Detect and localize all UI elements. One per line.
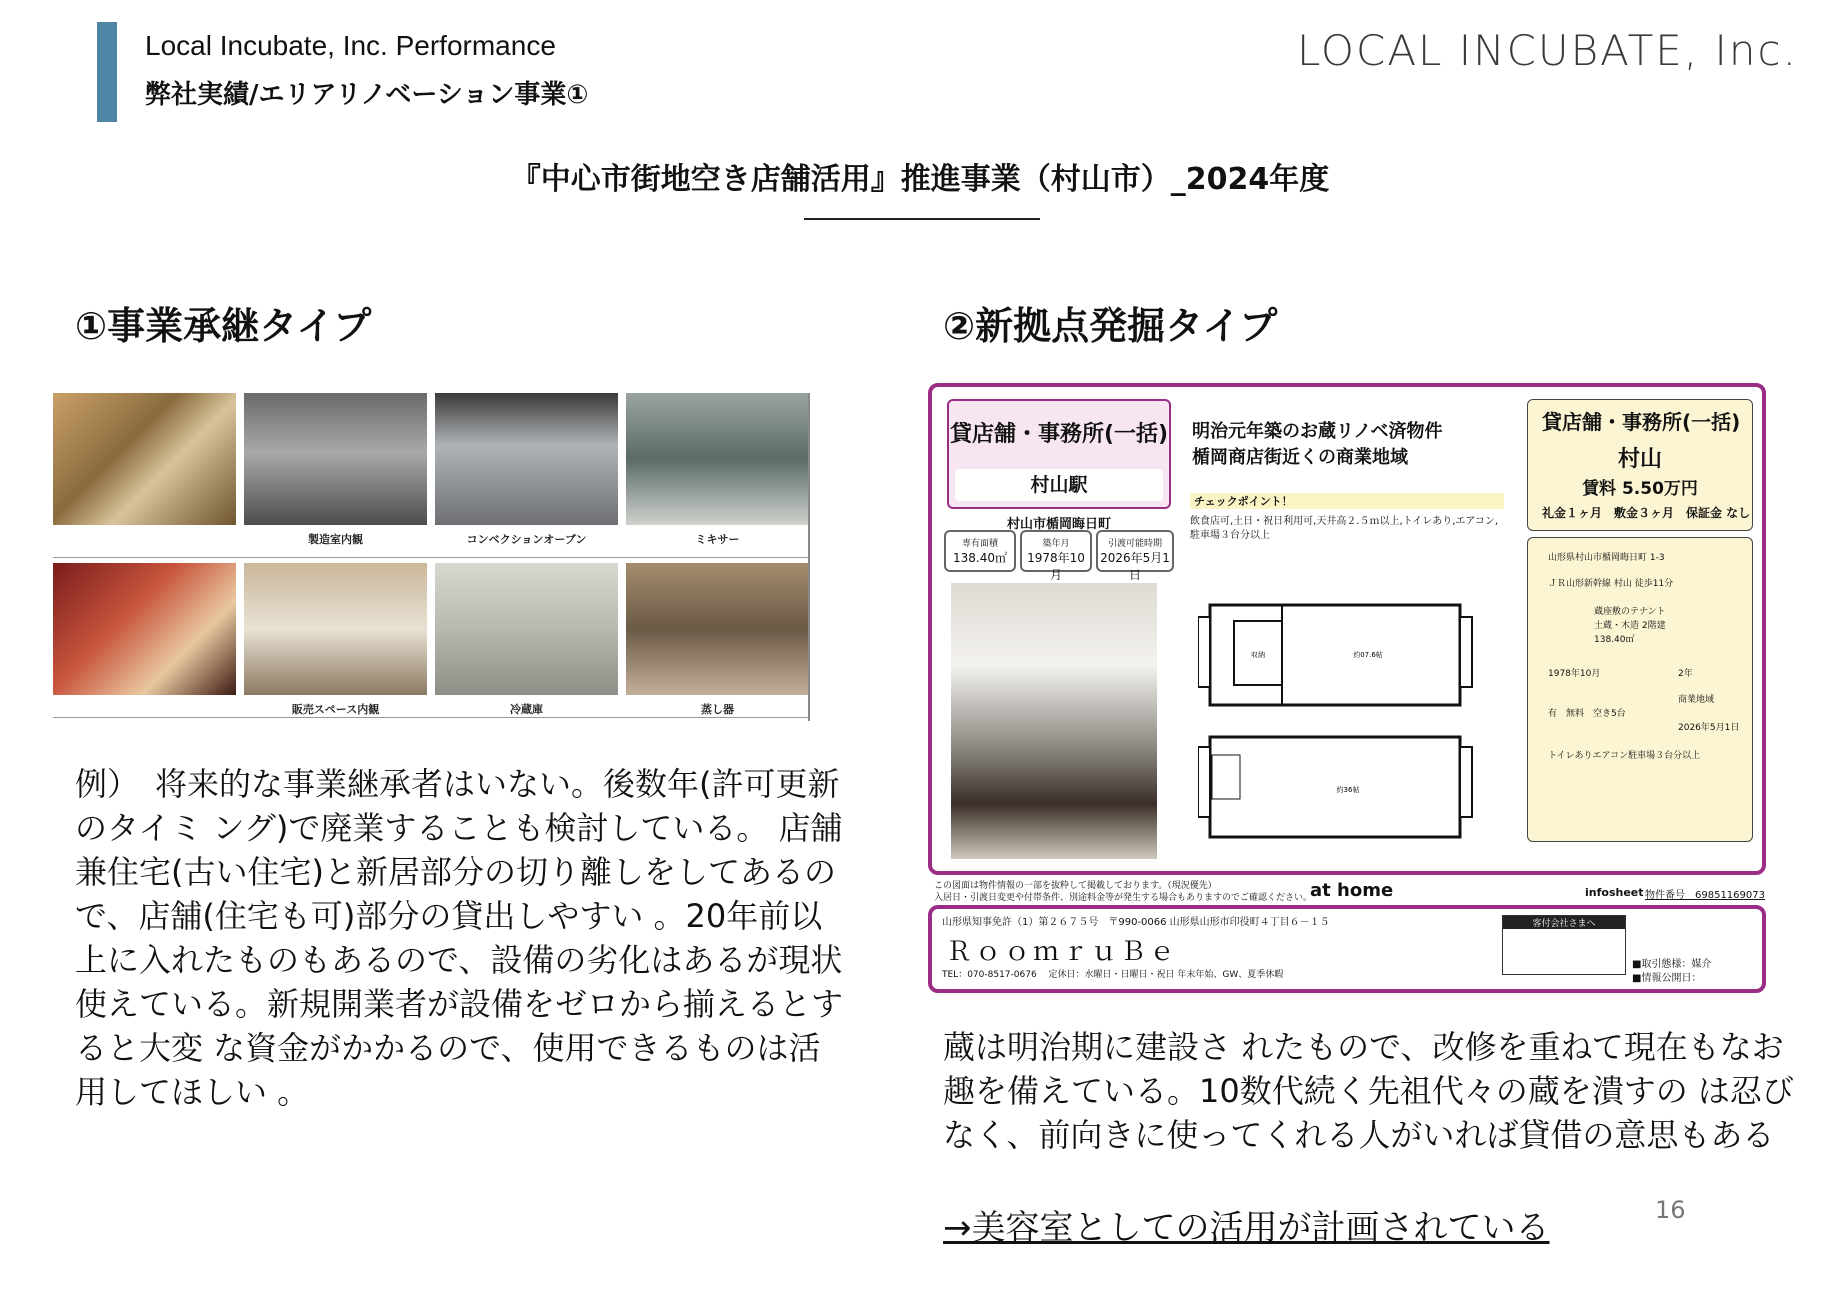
flyer-spec-top xyxy=(1527,399,1753,531)
page-title: 『中心市街地空き店舗活用』推進事業（村山市）_2024年度 xyxy=(510,162,1330,197)
flyer-rent: 賃料 5.50万円 xyxy=(1582,479,1698,499)
flyer-address: 村山市楯岡晦日町 xyxy=(1006,517,1111,532)
flyer-spec-details xyxy=(1527,537,1753,842)
flyer-property-no: 物件番号 69851169073 xyxy=(1645,890,1765,901)
flyer-terms: 礼金１ヶ月 敷金３ヶ月 保証金 なし xyxy=(1542,506,1751,520)
page-number: 16 xyxy=(1655,1196,1686,1224)
agent-box-label: 客付会社さまへ xyxy=(1503,916,1625,929)
photo-steamer xyxy=(626,563,809,695)
detail-built: 1978年10月 xyxy=(1548,669,1601,679)
caption-production-room: 製造室内観 xyxy=(308,533,363,546)
company-license: 山形県知事免許（1）第２６７５号 〒990-0066 山形県山形市印役町４丁目６－１５ xyxy=(942,917,1330,928)
flyer-area-label: 専有面積 xyxy=(961,539,998,549)
photo-refrigerator xyxy=(435,563,618,695)
photo-sales-space xyxy=(244,563,427,695)
title-underline xyxy=(804,218,1040,220)
grid-rule xyxy=(53,557,809,558)
photo-mixer xyxy=(626,393,809,525)
section2-heading: ②新拠点発掘タイプ xyxy=(943,304,1278,348)
flyer-avail-label: 引渡可能時期 xyxy=(1107,539,1162,549)
grid-edge xyxy=(808,393,810,721)
floor-room3: 約36帖 xyxy=(1336,786,1360,794)
flyer-info-date: ■情報公開日： xyxy=(1632,973,1702,984)
header-subtitle: 弊社実績/エリアリノベーション事業① xyxy=(145,80,589,110)
caption-mixer: ミキサー xyxy=(695,533,740,546)
detail-access: ＪＲ山形新幹線 村山 徒歩11分 xyxy=(1548,579,1674,589)
photo-sweets-display xyxy=(53,563,236,695)
agent-box xyxy=(1502,915,1626,975)
athome-logo: at home xyxy=(1310,880,1394,901)
flyer-disclaimer1: この図面は物件情報の一部を抜粋して掲載しております。（現況優先） xyxy=(934,881,1217,891)
flyer-disclaimer2: 入居日・引渡日変更や付帯条件、別途料金等が発生する場合もありますのでご確認ください。 xyxy=(934,893,1313,903)
section1-heading: ①事業承継タイプ xyxy=(75,304,372,348)
photo-convection-oven xyxy=(435,393,618,525)
flyer-station: 村山駅 xyxy=(955,469,1163,501)
company-tel: TEL：070-8517-0676 定休日：水曜日・日曜日・祝日 年末年始、GW、夏季休暇 xyxy=(942,970,1284,980)
flyer-infosheet: infosheet xyxy=(1585,886,1644,899)
flyer-built-label: 築年月 xyxy=(1042,539,1070,549)
flyer-area-box xyxy=(944,530,1016,572)
caption-refrigerator: 冷蔵庫 xyxy=(510,703,543,716)
flyer-trade: ■取引態様：媒介 xyxy=(1632,959,1712,970)
header-accent-bar xyxy=(97,22,117,122)
flyer-avail: 2026年5月1日 xyxy=(1100,551,1170,582)
section2-description: 蔵は明治期に建設さ れたもので、改修を重ねて現在もなお趣を備えている。10数代続く先祖代々の蔵を潰すの は忍びなく、前向きに使ってくれる人がいれば貸借の意思もある xyxy=(943,1028,1794,1154)
detail-struct: 土蔵・木造 2階建 xyxy=(1594,621,1666,631)
flyer-built: 1978年10月 xyxy=(1027,551,1085,582)
detail-area: 138.40㎡ xyxy=(1594,635,1635,645)
flyer-checkpoint: 飲食店可,土日・祝日利用可,天井高２.５ｍ以上,トイレあり,エアコン,駐車場３台分以上 xyxy=(1190,516,1499,541)
detail-name: 蔵座敷のテナント xyxy=(1594,607,1666,617)
company-logo: LOCAL INCUBATE, Inc. xyxy=(1297,26,1798,75)
detail-parking: 有 無料 空き5台 xyxy=(1548,709,1626,719)
caption-sales-space: 販売スペース内観 xyxy=(291,703,380,716)
caption-steamer: 蒸し器 xyxy=(701,703,734,716)
flyer-type-box xyxy=(947,399,1171,509)
flyer-avail-box xyxy=(1096,530,1174,582)
beauty-salon-plan-link[interactable]: →美容室としての活用が計画されている xyxy=(943,1208,1550,1248)
detail-note: トイレありエアコン駐車場３台分以上 xyxy=(1548,751,1701,761)
company-name: ＲｏｏｍｒｕＢｅ xyxy=(946,937,1179,967)
flyer-checkpoint-label: チェックポイント！ xyxy=(1190,493,1504,509)
detail-term: 2年 xyxy=(1678,669,1693,679)
section1-description: 例） 将来的な事業継承者はいない。後数年(許可更新のタイミ ング)で廃業することも検討している。 店舗兼住宅(古い住宅)と新居部分の切り離しをしてあるので、店舗(住宅も可)部分の貸出しやすい 。20年前以上に入れたものもあるので、設備の劣化はあるが現状使えている。新規開業者が設備をゼロから揃えるとすると大変 な資金がかかるので、使用できるものは活用してほしい 。 xyxy=(75,765,844,1111)
flyer-headline1: 明治元年築のお蔵リノベ済物件 xyxy=(1192,421,1443,442)
flyer-right-type: 貸店舗・事務所(一括) xyxy=(1542,410,1741,434)
photo-production-room xyxy=(244,393,427,525)
flyer-headline2: 楯岡商店街近くの商業地域 xyxy=(1192,447,1408,468)
equipment-photo-grid xyxy=(53,393,809,723)
flyer-area: 138.40㎡ xyxy=(953,551,1007,565)
grid-rule xyxy=(53,717,809,718)
flyer-floor-plan xyxy=(1198,587,1498,857)
floor-room1: 収納 xyxy=(1251,651,1265,659)
header-title: Local Incubate, Inc. Performance xyxy=(145,30,556,61)
detail-use: 商業地域 xyxy=(1678,695,1715,705)
flyer-built-box xyxy=(1020,530,1092,582)
photo-sweets xyxy=(53,393,236,525)
floor-room2: 約07.6帖 xyxy=(1353,651,1383,659)
flyer-right-city: 村山 xyxy=(1617,447,1662,472)
caption-convection-oven: コンベクションオーブン xyxy=(466,533,587,546)
property-flyer xyxy=(928,383,1766,875)
flyer-company-box xyxy=(928,905,1766,993)
flyer-type-label: 貸店舗・事務所(一括) xyxy=(949,422,1169,447)
flyer-building-photo xyxy=(951,583,1157,859)
detail-avail: 2026年5月1日 xyxy=(1678,723,1740,733)
detail-address: 山形県村山市楯岡晦日町 1-3 xyxy=(1548,553,1665,563)
